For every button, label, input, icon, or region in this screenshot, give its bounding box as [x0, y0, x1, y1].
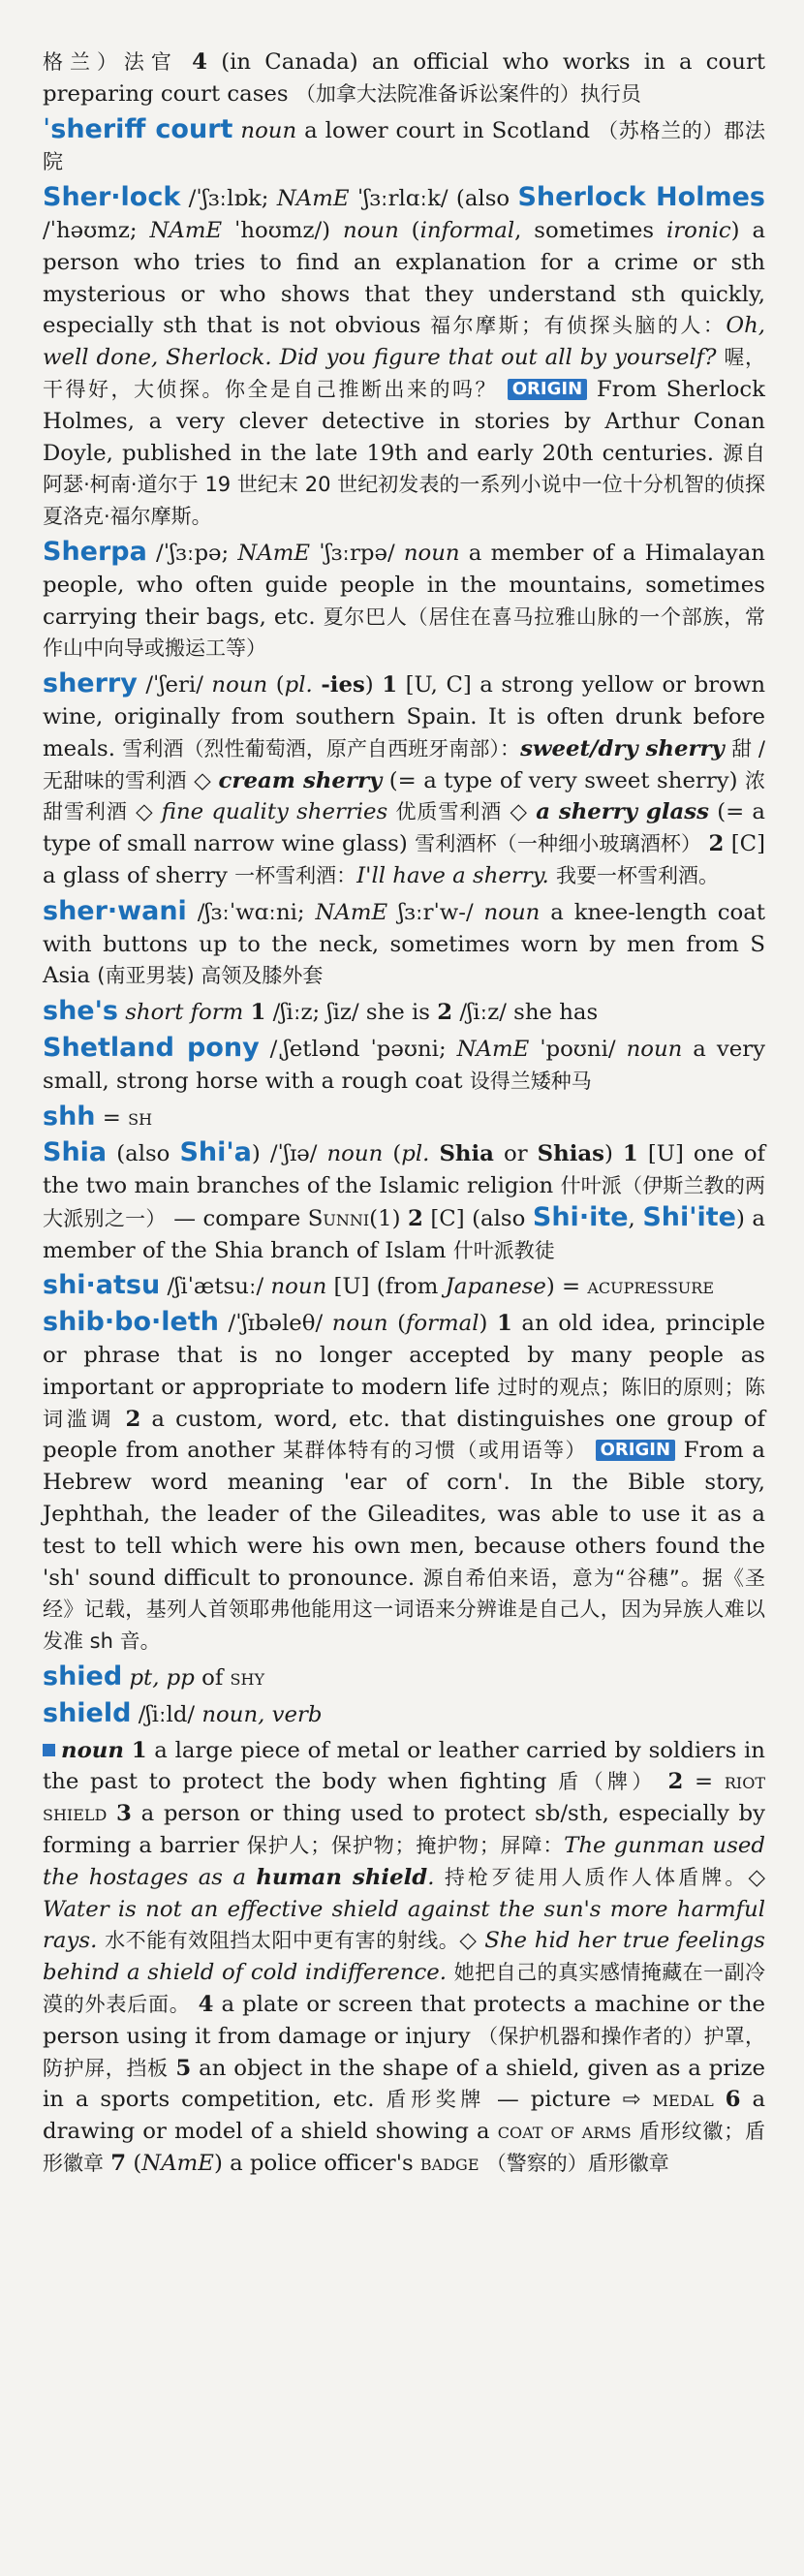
entry-sheriff-continued: 格兰）法官 4 (in Canada) an official who works in a court preparing court cases （加拿大法院准备诉讼案件的）执行员	[43, 49, 766, 107]
entry-shied: shied pt, pp of shy	[43, 1661, 265, 1692]
entry-shield-noun: noun 1 a large piece of metal or leather carried by soldiers in the past to protect the body when fighting 盾（牌） 2 = riot shield 3 a person or thing used to protect sb/sth, especially by forming a barrier 保护人；保护物；掩护物；屏障：The gunman used the hostages as a human shield. 持枪歹徒用人质作人体盾牌。◇ Water is not an effective shield against the sun's more harmful rays. 水不能有效阻挡太阳中更有害的射线。◇ She hid her true feelings behind a shield of cold indifference. 她把自己的真实感情掩藏在一副冷漠的外表后面。 4 a plate or screen that protects a machine or the person using it from damage or injury （保护机器和操作者的）护罩，防护屏，挡板 5 an object in the shape of a shield, given as a prize in a sports competition, etc. 盾形奖牌 — picture ⇨ medal 6 a drawing or model of a shield showing a coat of arms 盾形纹徽；盾形徽章 7 (NAmE) a police officer's badge （警察的）盾形徽章	[43, 1737, 766, 2176]
headword: shi·atsu	[43, 1270, 161, 1301]
headword: shib·bo·leth	[43, 1307, 219, 1338]
entry-shes: she's short form 1 /ʃiːz; ʃiz/ she is 2 /ʃiːz/ she has	[43, 996, 599, 1027]
entry-sheriff-court: ˈsheriff court noun a lower court in Scotland （苏格兰的）郡法院	[43, 113, 766, 174]
entry-sherpa: Sherpa /ˈʃɜːpə; NAmE ˈʃɜːrpə/ noun a member of a Himalayan people, who often guide people in the mountains, sometimes carrying their bags, etc. 夏尔巴人（居住在喜马拉雅山脉的一个部族，常作山中向导或搬运工等）	[43, 536, 766, 661]
entry-shia: Shia (also Shi'a) /ˈʃɪə/ noun (pl. Shia or Shias) 1 [U] one of the two main branches of the Islamic religion 什叶派（伊斯兰教的两大派别之一） — compare Sunni(1) 2 [C] (also Shi·ite, Shi'ite) a member of the Shia branch of Islam 什叶派教徒	[43, 1137, 766, 1263]
variant-headword: Sherlock Holmes	[517, 182, 765, 213]
headword: ˈsheriff court	[43, 113, 233, 144]
headword: sherry	[43, 668, 138, 699]
origin-badge: ORIGIN	[508, 379, 587, 400]
entry-shetland-pony: Shetland pony /ˌʃetlənd ˈpəʊni; NAmE ˈpoʊni/ noun a very small, strong horse with a rough coat 设得兰矮种马	[43, 1032, 765, 1094]
headword: she's	[43, 996, 118, 1027]
headword: sher·wani	[43, 895, 187, 926]
entry-shiatsu: shi·atsu /ʃiˈætsuː/ noun [U] (from Japanese) = acupressure	[43, 1270, 714, 1301]
entry-sherry: sherry /ˈʃeri/ noun (pl. -ies) 1 [U, C] a strong yellow or brown wine, originally from southern Spain. It is often drunk before meals. 雪利酒（烈性葡萄酒，原产自西班牙南部）：sweet/dry sherry 甜 / 无甜味的雪利酒 ◇ cream sherry (= a type of very sweet sherry) 浓甜雪利酒 ◇ fine quality sherries 优质雪利酒 ◇ a sherry glass (= a type of small narrow wine glass) 雪利酒杯（一种细小玻璃酒杯） 2 [C] a glass of sherry 一杯雪利酒：I'll have a sherry. 我要一杯雪利酒。	[43, 668, 766, 888]
origin-badge: ORIGIN	[596, 1440, 675, 1461]
sense-marker-icon	[43, 1744, 55, 1756]
entry-sherwani: sher·wani /ʃɜːˈwɑːni; NAmE ʃɜːrˈw-/ noun a knee-length coat with buttons up to the neck, sometimes worn by men from S Asia (南亚男装) 高领及膝外套	[43, 895, 765, 989]
headword: Shia	[43, 1137, 108, 1168]
headword: Shetland pony	[43, 1032, 260, 1063]
headword: shied	[43, 1661, 123, 1692]
entry-shibboleth: shib·bo·leth /ˈʃɪbəleθ/ noun (formal) 1 an old idea, principle or phrase that is no longer accepted by many people as important or appropriate to modern life 过时的观点；陈旧的原则；陈词滥调 2 a custom, word, etc. that distinguishes one group of people from another 某群体特有的习惯（或用语等） ORIGIN From a Hebrew word meaning 'ear of corn'. In the Bible story, Jephthah, the leader of the Gileadites, was able to use it as a test to tell which were his own men, because others found the 'sh' sound difficult to pronounce. 源自希伯来语，意为“谷穗”。据《圣经》记载，基列人首领耶弗他能用这一词语来分辨谁是自己人，因为异族人难以发准 sh 音。	[43, 1307, 766, 1654]
headword: shh	[43, 1101, 96, 1132]
entry-shield: shield /ʃiːld/ noun, verb	[43, 1697, 323, 1728]
entry-sherlock: Sher·lock /ˈʃɜːlɒk; NAmE ˈʃɜːrlɑːk/ (also Sherlock Holmes /ˈhəʊmz; NAmE ˈhoʊmz/) noun (informal, sometimes ironic) a person who tries to find an explanation for a crime or sth mysterious or who shows that they understand sth quickly, especially sth that is not obvious 福尔摩斯；有侦探头脑的人：Oh, well done, Sherlock. Did you figure that out all by yourself? 喔，干得好，大侦探。你全是自己推断出来的吗？ ORIGIN From Sherlock Holmes, a very clever detective in stories by Arthur Conan Doyle, published in the late 19th and early 20th centuries. 源自阿瑟·柯南·道尔于 19 世纪末 20 世纪初发表的一系列小说中一位十分机智的侦探夏洛克·福尔摩斯。	[43, 182, 766, 529]
entry-shh: shh = sh	[43, 1101, 153, 1132]
headword: shield	[43, 1697, 132, 1728]
headword: Sherpa	[43, 536, 147, 567]
headword: Sher·lock	[43, 182, 181, 213]
